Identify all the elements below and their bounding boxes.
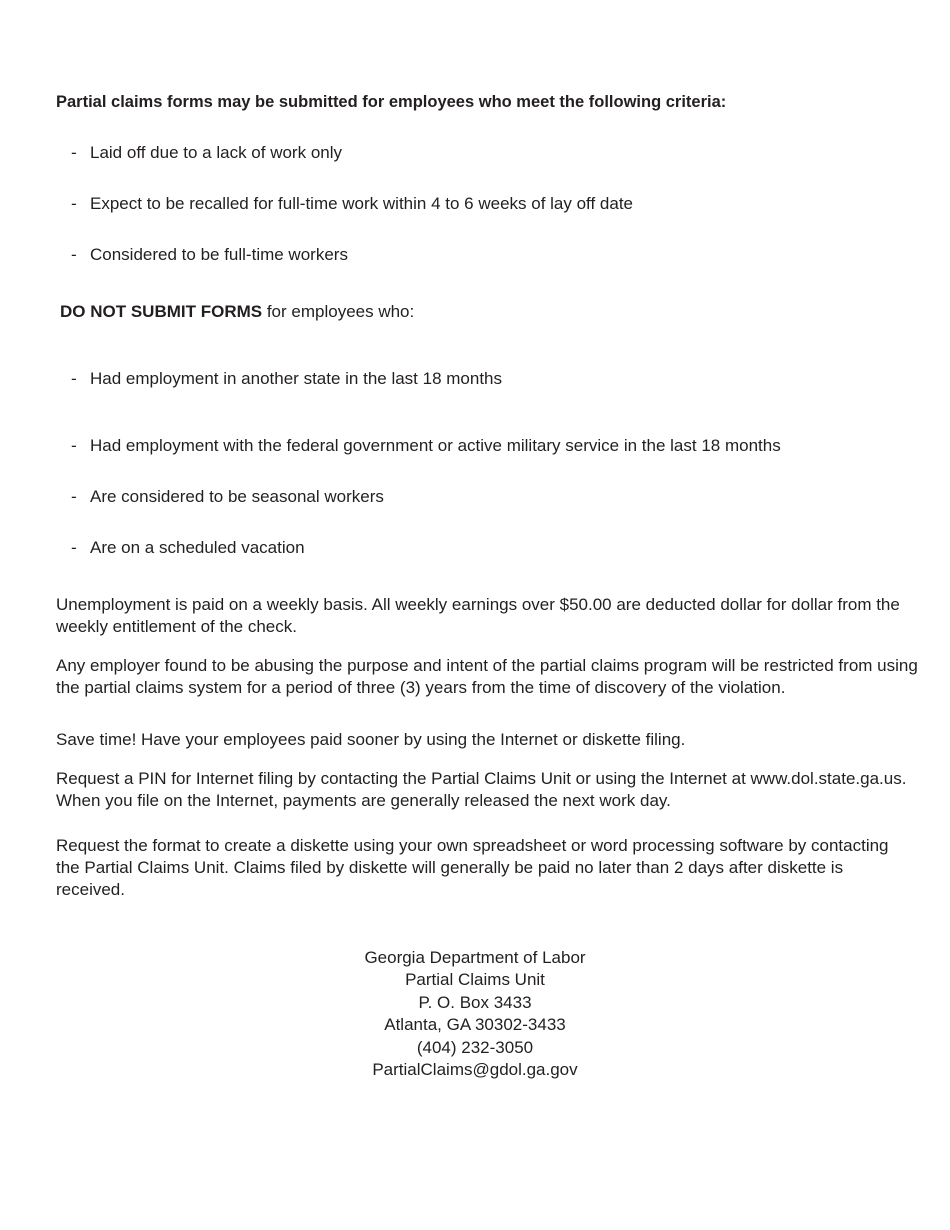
address-po-box: P. O. Box 3433 — [418, 992, 532, 1012]
list-item-text: Had employment in another state in the last 18 months — [90, 369, 503, 388]
mailing-address — [0, 947, 950, 1081]
bullet-dash: - — [71, 369, 77, 388]
list-item-text: Are considered to be seasonal workers — [90, 487, 384, 506]
list-item-text: Expect to be recalled for full-time work within 4 to 6 weeks of lay off date — [90, 194, 634, 213]
list-item — [71, 142, 342, 164]
bullet-dash: - — [71, 143, 77, 162]
list-item — [71, 193, 633, 215]
bullet-dash: - — [71, 538, 77, 557]
bullet-dash: - — [71, 436, 77, 455]
list-item — [71, 435, 781, 457]
address-phone: (404) 232-3050 — [416, 1037, 534, 1057]
list-item — [71, 486, 384, 508]
bullet-dash: - — [71, 194, 77, 213]
bullet-dash: - — [71, 245, 77, 264]
list-item — [71, 368, 502, 390]
list-item-text: Laid off due to a lack of work only — [90, 143, 343, 162]
do-not-submit-bold: DO NOT SUBMIT FORMS — [60, 302, 263, 321]
address-unit: Partial Claims Unit — [405, 970, 545, 990]
criteria-heading: Partial claims forms may be submitted for employees who meet the following criteria: — [56, 93, 727, 111]
do-not-submit-heading — [60, 301, 414, 323]
list-item-text: Are on a scheduled vacation — [90, 538, 305, 557]
paragraph-diskette: Request the format to create a diskette using your own spreadsheet or word processing software by contacting the Partial Claims Unit. Claims filed by diskette will generally be paid no later than 2 days after diskette is received. — [56, 836, 889, 899]
paragraph-save-time: Save time! Have your employees paid sooner by using the Internet or diskette filing. — [56, 730, 686, 749]
paragraph-weekly-basis: Unemployment is paid on a weekly basis. All weekly earnings over $50.00 are deducted dollar for dollar from the weekly entitlement of the check. — [56, 595, 900, 636]
list-item-text: Had employment with the federal government or active military service in the last 18 months — [90, 436, 781, 455]
list-item — [71, 537, 305, 559]
address-email: PartialClaims@gdol.ga.gov — [372, 1060, 578, 1080]
address-org: Georgia Department of Labor — [364, 948, 586, 967]
address-city: Atlanta, GA 30302-3433 — [384, 1015, 566, 1035]
do-not-submit-rest: for employees who: — [262, 302, 415, 321]
list-item-text: Considered to be full-time workers — [90, 245, 348, 264]
paragraph-abuse-warning: Any employer found to be abusing the purpose and intent of the partial claims program will be restricted from using the partial claims system for a period of three (3) years from the time of discovery of the violation. — [56, 656, 918, 697]
list-item — [71, 244, 348, 266]
bullet-dash: - — [71, 487, 77, 506]
paragraph-internet-pin: Request a PIN for Internet filing by contacting the Partial Claims Unit or using the Internet at www.dol.state.ga.us. When you file on the Internet, payments are generally released the next work day. — [56, 769, 907, 810]
